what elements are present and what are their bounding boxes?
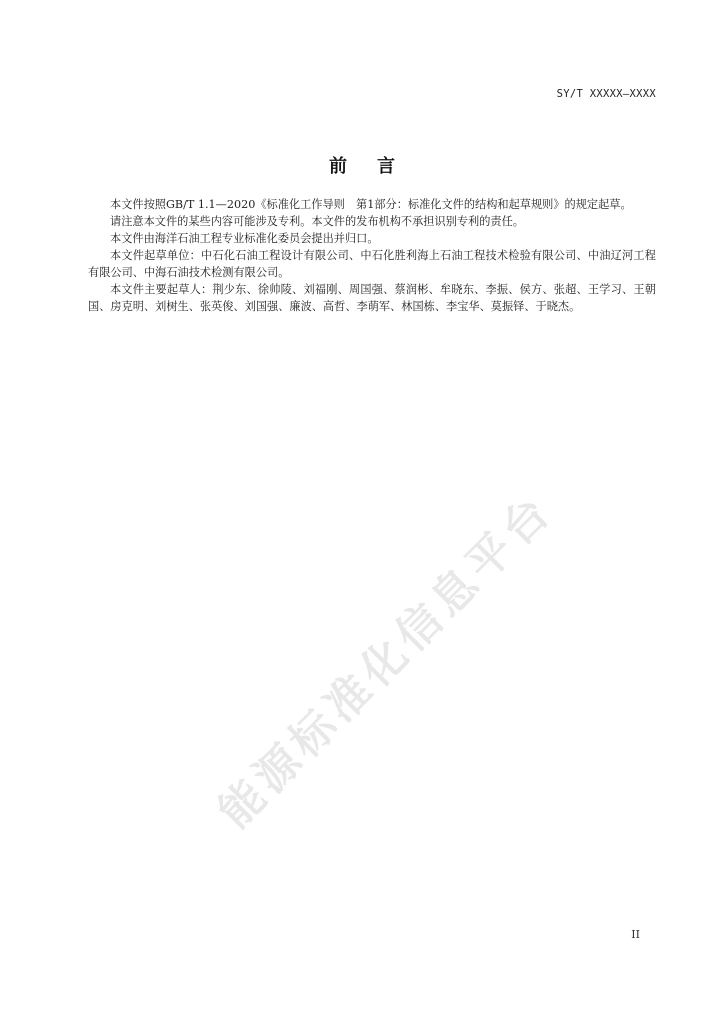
paragraph-drafters: 本文件主要起草人：荆少东、徐帅陵、刘福刚、周国强、蔡润彬、牟晓东、李振、侯方、张超、王学习、王朝国、房克明、刘树生、张英俊、刘国强、廉波、高哲、李萌军、林国栋、李宝华、莫振铎、于晓杰。 bbox=[88, 283, 656, 313]
paragraph-proposer: 本文件由海洋石油工程专业标准化委员会提出并归口。 bbox=[110, 232, 379, 245]
page-title: 前言 bbox=[329, 156, 425, 177]
page-number: II bbox=[631, 928, 640, 941]
document-code: SY/T XXXXX—XXXX bbox=[556, 88, 656, 100]
watermark: 能源标准化信息平台 bbox=[209, 484, 564, 839]
foreword-body bbox=[88, 196, 656, 315]
paragraph-patent-notice: 请注意本文件的某些内容可能涉及专利。本文件的发布机构不承担识别专利的责任。 bbox=[110, 215, 524, 228]
paragraph-drafting-units: 本文件起草单位：中石化石油工程设计有限公司、中石化胜利海上石油工程技术检验有限公司、中油辽河工程有限公司、中海石油技术检测有限公司。 bbox=[88, 249, 656, 279]
paragraph-drafting-rules: 本文件按照GB/T 1.1—2020《标准化工作导则 第1部分：标准化文件的结构和起草规则》的规定起草。 bbox=[110, 198, 632, 211]
